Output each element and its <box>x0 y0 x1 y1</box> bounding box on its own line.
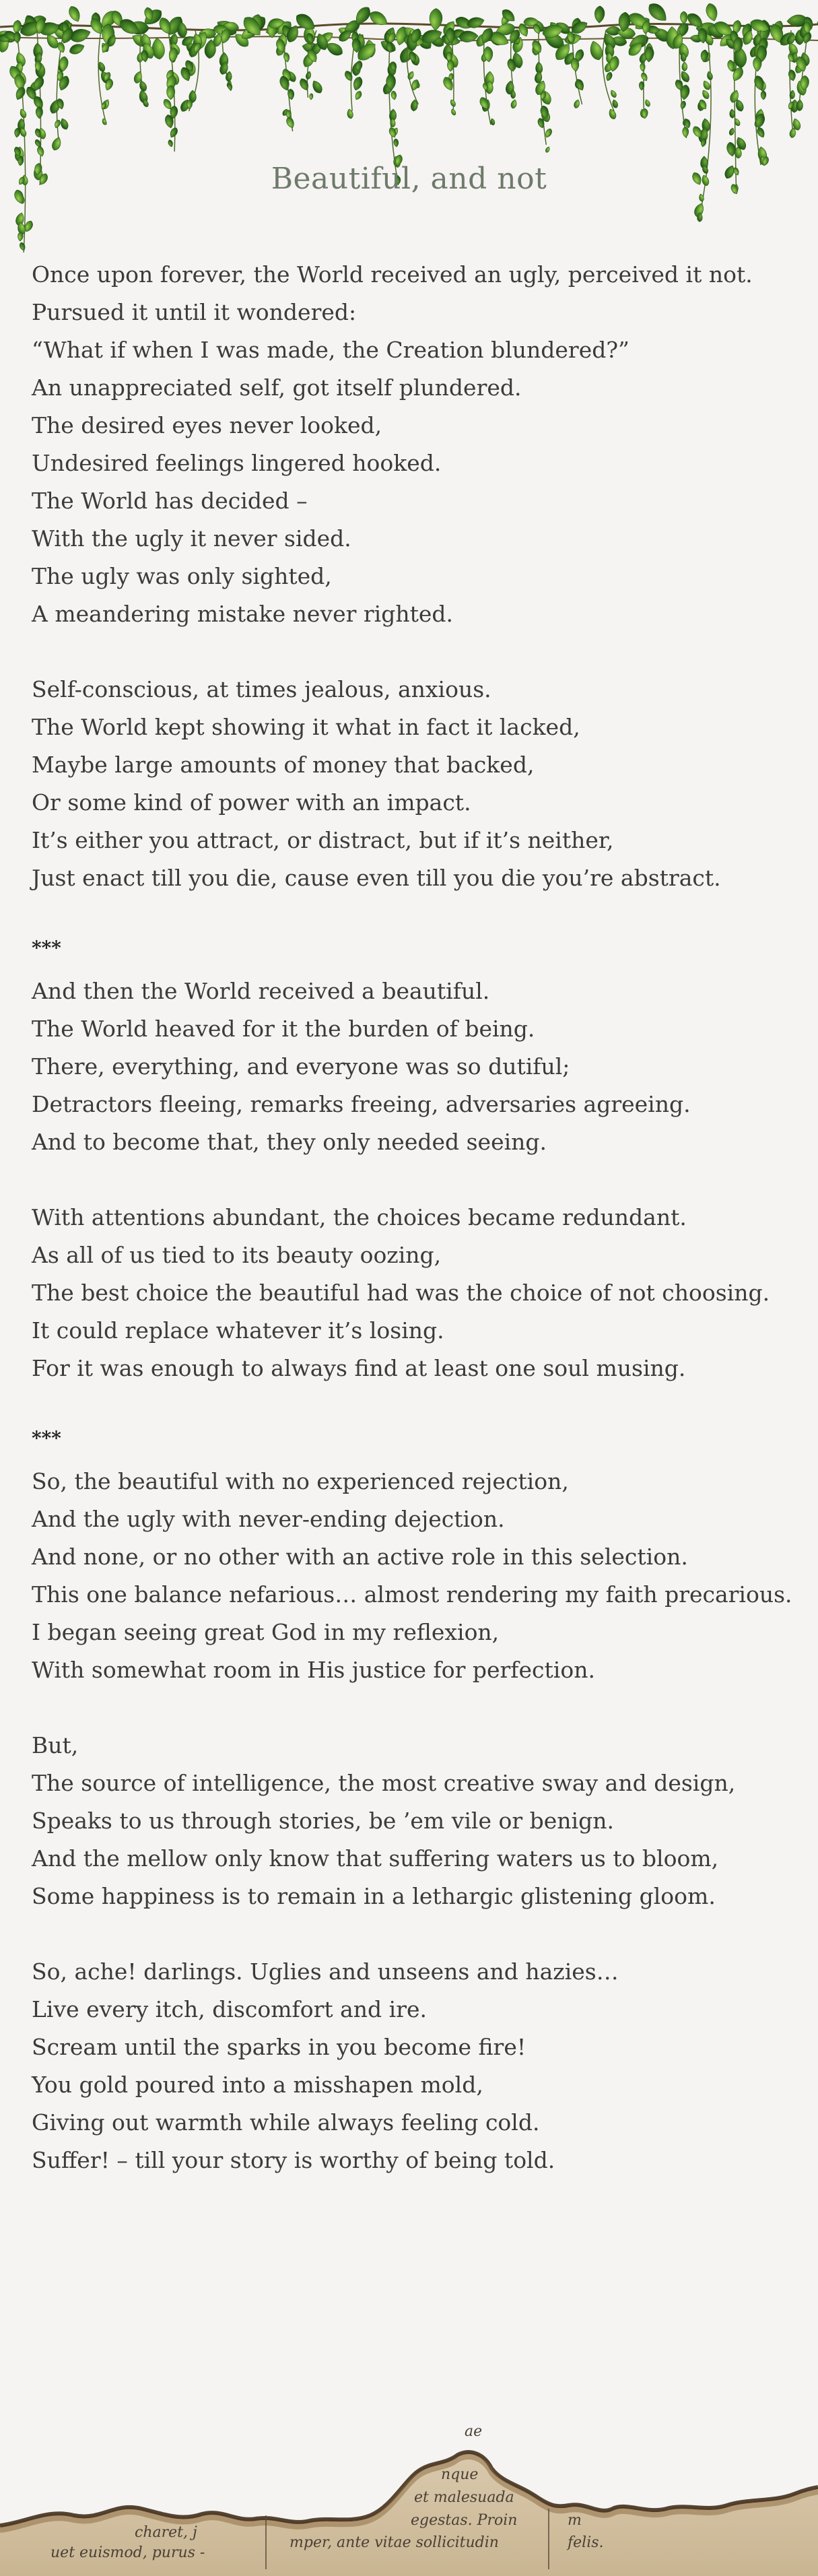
paper-fragment: m <box>568 2512 582 2529</box>
poem-line: The World heaved for it the burden of being. <box>32 1016 535 1042</box>
poem-line: And the mellow only know that suffering waters us to bloom, <box>32 1845 719 1872</box>
poem-line: “What if when I was made, the Creation blundered?” <box>32 337 629 363</box>
poem-line: So, the beautiful with no experienced rejection, <box>32 1468 569 1494</box>
poem-line: But, <box>32 1732 79 1758</box>
stanza <box>32 1953 806 2179</box>
poem-line: A meandering mistake never righted. <box>32 601 453 627</box>
poem-line: And the ugly with never-ending dejection. <box>32 1506 505 1532</box>
stanza <box>32 1727 806 1915</box>
paper-fragment: charet, j <box>135 2524 197 2541</box>
paper-fragment: mper, ante vitae sollicitudin <box>289 2534 499 2551</box>
paper-fragment: ae <box>465 2423 483 2440</box>
poem-line: And none, or no other with an active role in this selection. <box>32 1544 688 1570</box>
poem-line: Self-conscious, at times jealous, anxious. <box>32 676 491 702</box>
poem-line: Just enact till you die, cause even till you die you’re abstract. <box>32 865 721 891</box>
poem-line: And then the World received a beautiful. <box>32 978 490 1004</box>
poem-line: So, ache! darlings. Uglies and unseens and hazies… <box>32 1958 619 1985</box>
paper-fragment: uet euismod, purus - <box>50 2544 205 2561</box>
stanza <box>32 1425 806 1689</box>
poem-line: It’s either you attract, or distract, but if it’s neither, <box>32 827 614 853</box>
poem-line: With somewhat room in His justice for perfection. <box>32 1657 595 1683</box>
poem-line: Once upon forever, the World received an ugly, perceived it not. <box>32 261 753 288</box>
poem-line: The source of intelligence, the most creative sway and design, <box>32 1770 736 1796</box>
poem-line: The desired eyes never looked, <box>32 412 382 438</box>
poem-line: Some happiness is to remain in a lethargic glistening gloom. <box>32 1883 716 1909</box>
poem-line: With the ugly it never sided. <box>32 525 351 552</box>
poem-line: An unappreciated self, got itself plundered. <box>32 374 522 401</box>
stanza <box>32 1199 806 1387</box>
paper-fragment: et malesuada <box>414 2489 514 2506</box>
poem-body <box>32 256 806 2217</box>
poem-line: Maybe large amounts of money that backed, <box>32 752 535 778</box>
poem-line: This one balance nefarious… almost rendering my faith precarious. <box>32 1581 792 1608</box>
poem-line: With attentions abundant, the choices became redundant. <box>32 1204 687 1230</box>
poem-line: Giving out warmth while always feeling cold. <box>32 2109 540 2136</box>
poem-line: Speaks to us through stories, be ’em vile or benign. <box>32 1808 614 1834</box>
stanza <box>32 671 806 897</box>
poem-line: The ugly was only sighted, <box>32 563 332 589</box>
poem-line: And to become that, they only needed seeing. <box>32 1129 547 1155</box>
paper-fragment: egestas. Proin <box>411 2512 518 2529</box>
poem-line: For it was enough to always find at least one soul musing. <box>32 1355 686 1381</box>
vines-decoration <box>0 0 818 256</box>
poem-line: The best choice the beautiful had was the choice of not choosing. <box>32 1280 770 1306</box>
stanza <box>32 256 806 633</box>
poem-line: Undesired feelings lingered hooked. <box>32 450 442 476</box>
poem-line: Detractors fleeing, remarks freeing, adversaries agreeing. <box>32 1091 691 1117</box>
poem-line: As all of us tied to its beauty oozing, <box>32 1242 442 1268</box>
paper-fragment: nque <box>441 2466 479 2483</box>
poem-line: You gold poured into a misshapen mold, <box>32 2072 483 2098</box>
poem-title: Beautiful, and not <box>271 162 547 196</box>
poem-line: Live every itch, discomfort and ire. <box>32 1996 428 2022</box>
poem-line: It could replace whatever it’s losing. <box>32 1317 444 1344</box>
poem-line: I began seeing great God in my reflexion, <box>32 1619 500 1645</box>
stanza <box>32 935 806 1161</box>
poem-line: The World kept showing it what in fact it lacked, <box>32 714 580 740</box>
poem-line: Suffer! – till your story is worthy of being told. <box>32 2147 555 2173</box>
poem-line: Pursued it until it wondered: <box>32 299 357 325</box>
section-separator: *** <box>32 1427 61 1449</box>
poem-line: Scream until the sparks in you become fire! <box>32 2034 526 2060</box>
poem-line: The World has decided – <box>32 488 308 514</box>
poem-line: Or some kind of power with an impact. <box>32 789 471 816</box>
poem-line: There, everything, and everyone was so dutiful; <box>32 1053 570 1080</box>
section-separator: *** <box>32 937 61 959</box>
paper-fragment: felis. <box>568 2534 604 2551</box>
